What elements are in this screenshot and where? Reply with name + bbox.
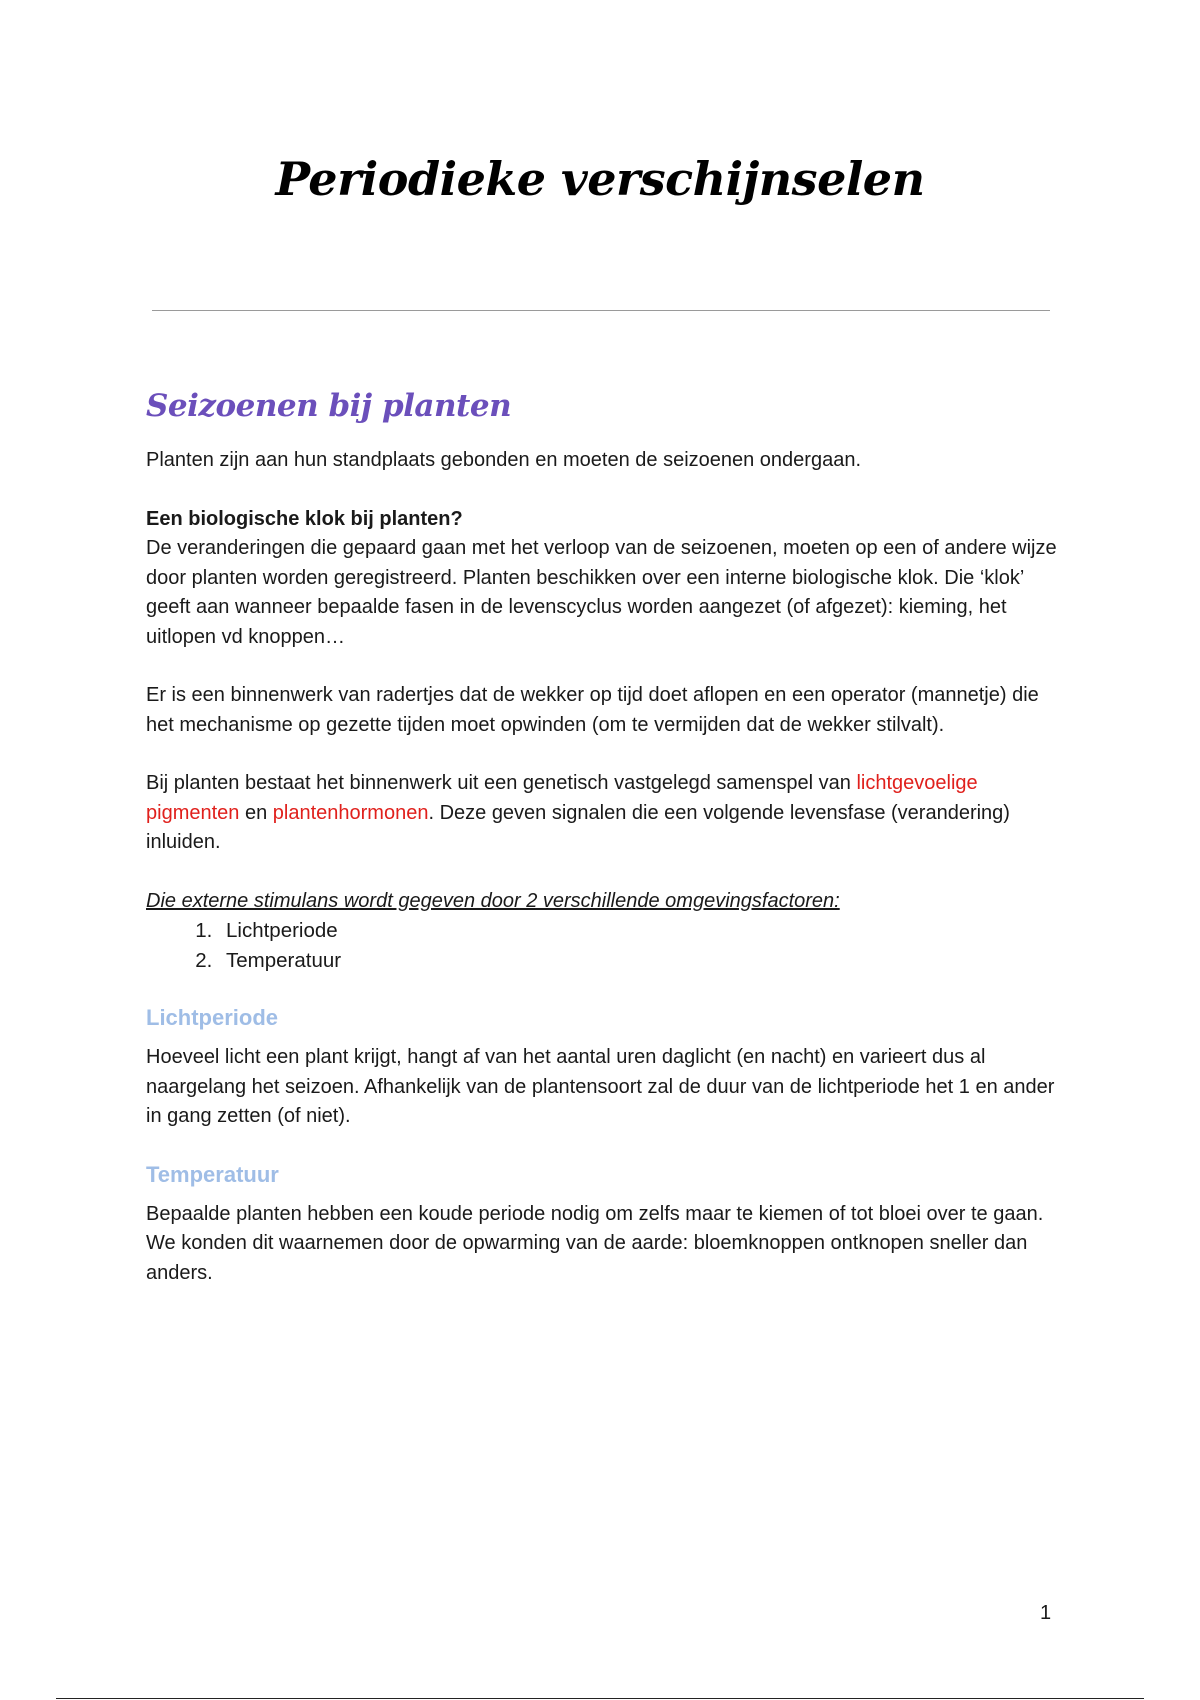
light-heading: Lichtperiode <box>146 1005 279 1030</box>
paragraph-gap <box>146 476 1058 505</box>
page-bottom-border <box>56 1698 1144 1699</box>
plants-text-mid: en <box>239 801 273 824</box>
plants-paragraph <box>146 769 1058 858</box>
section-title: Seizoenen bij planten <box>146 388 512 424</box>
plants-text-before: Bij planten bestaat het binnenwerk uit een genetisch vastgelegd samenspel van <box>146 772 857 794</box>
clock-heading: Een biologische klok bij planten? <box>146 507 463 530</box>
plants-text-after: . Deze geven signalen die een volgende levensfase (verandering) inluiden. <box>146 801 1010 853</box>
document-content <box>146 388 1058 1288</box>
temperature-heading: Temperatuur <box>146 1161 279 1187</box>
list-item: 2. Temperatuur <box>218 946 1058 976</box>
list-item: 1. Lichtperiode <box>218 916 1058 946</box>
intro-paragraph: Planten zijn aan hun standplaats gebonden en moeten de seizoenen ondergaan. <box>146 449 862 471</box>
factors-list <box>146 916 1058 975</box>
title-divider <box>152 310 1050 311</box>
light-paragraph: Hoeveel licht een plant krijgt, hangt af van het aantal uren daglicht (en nacht) en varieert dus al naargelang het seizoen. Afhankelijk van de plantensoort zal de duur van de lichtperiode het 1 en ander in gang zetten (of niet). <box>146 1046 1055 1127</box>
paragraph-gap <box>146 858 1058 887</box>
highlight-hormones: plantenhormonen <box>272 801 429 824</box>
stimulus-heading: Die externe stimulans wordt gegeven door 2 verschillende omgevingsfactoren: <box>146 889 840 912</box>
page-number: 1 <box>1040 1602 1052 1624</box>
paragraph-gap <box>146 652 1058 681</box>
document-title: Periodieke verschijnselen <box>275 152 925 206</box>
paragraph-gap <box>146 740 1058 769</box>
clock-paragraph: De veranderingen die gepaard gaan met het verloop van de seizoenen, moeten op een of andere wijze door planten worden geregistreerd. Planten beschikken over een interne biologische klok. Die ‘klok’ geeft aan wanneer bepaalde fasen in de levenscyclus worden aangezet (of afgezet): kieming, het uitlopen vd knoppen… <box>146 537 1057 648</box>
highlight-pigments: lichtgevoelige pigmenten <box>146 772 978 824</box>
mechanism-paragraph: Er is een binnenwerk van radertjes dat de wekker op tijd doet aflopen en een operator (mannetje) die het mechanisme op gezette tijden moet opwinden (om te vermijden dat de wekker stilvalt). <box>146 684 1039 736</box>
temperature-paragraph: Bepaalde planten hebben een koude periode nodig om zelfs maar te kiemen of tot bloei over te gaan. We konden dit waarnemen door de opwarming van de aarde: bloemknoppen ontknopen sneller dan anders. <box>146 1202 1044 1284</box>
